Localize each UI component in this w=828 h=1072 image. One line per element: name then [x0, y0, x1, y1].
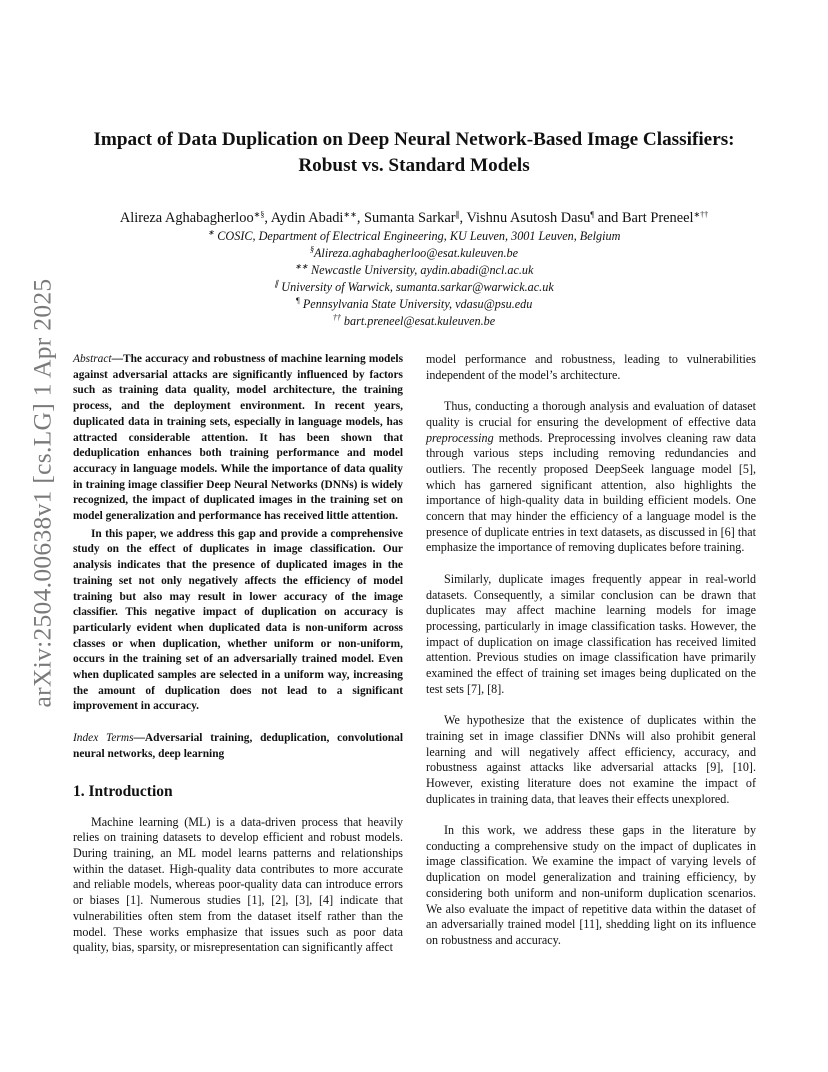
- author-name: , Sumanta Sarkar: [356, 210, 456, 226]
- paper-title: [60, 127, 768, 179]
- author-name: , Aydin Abadi: [264, 210, 344, 226]
- affiliation-mark: ∗: [207, 228, 215, 237]
- author-name: Alireza Aghabagherloo: [119, 210, 254, 226]
- title-line-2: Robust vs. Standard Models: [298, 155, 530, 176]
- paragraph-text: methods. Preprocessing involves cleaning raw data through various steps including removing redundancies and outliers. The recently proposed DeepSeek language model [5], which has garnered significant attention, also highlights the importance of high-quality data in building efficient models. One concern that may hinder the efficiency of a language model is the presence of duplicate entries in text datasets, as discussed in [6] that emphasize the importance of removing duplicates before training.: [426, 430, 756, 555]
- affiliation-line: [60, 279, 768, 296]
- author-list: [60, 208, 768, 228]
- author-name: , Vishnu Asutosh Dasu: [459, 210, 591, 226]
- right-column: [426, 352, 756, 964]
- affiliation-line: [60, 296, 768, 313]
- author-mark: ∥: [455, 210, 460, 219]
- intro-paragraph-1: Machine learning (ML) is a data-driven process that heavily relies on training datasets to develop efficient and robust models. During training, an ML model learns patterns and relationships within the dataset. High-quality data contributes to more accurate and reliable models, whereas poor-quality data can introduce errors or biases [1]. Numerous studies [1], [2], [3], [4] indicate that vulnerabilities often stem from the dataset itself rather than the model. These works emphasize that issues such as poor data quality, bias, sparsity, or misrepresentation can significantly affect: [73, 814, 403, 955]
- index-terms: [73, 731, 403, 762]
- body-paragraph: [426, 399, 756, 556]
- emphasis-text: preprocessing: [426, 430, 494, 445]
- abstract-text: —The accuracy and robustness of machine learning models against adversarial attacks are significantly influenced by factors such as training data quality, model architecture, the training process, and the deployment environment. In recent years, duplicated data in training sets, especially in language models, has attracted considerable attention. It has been shown that deduplication enhances both training performance and model accuracy in language models. While the importance of data quality in training image classifier Deep Neural Networks (DNNs) is widely recognized, the impact of duplicated images in the training set on model generalization and performance has received little attention.: [73, 353, 403, 523]
- affiliation-text: University of Warwick, sumanta.sarkar@warwick.ac.uk: [278, 280, 554, 294]
- abstract-paragraph-1: [73, 352, 403, 525]
- index-terms-text: —Adversarial training, deduplication, convolutional neural networks, deep learning: [73, 732, 403, 760]
- author-mark: ∗∗: [343, 210, 357, 219]
- arxiv-watermark: [18, 258, 66, 728]
- body-paragraph: In this work, we address these gaps in the literature by conducting a comprehensive study on the impact of duplicates in image classification. We examine the impact of varying levels of duplication on model generalization and training efficiency, by considering both uniform and non-uniform duplication scenarios. We also evaluate the impact of repetitive data within the dataset of an adversarially trained model [11], shedding light on its influence on robustness and accuracy.: [426, 823, 756, 947]
- index-terms-label: Index Terms: [73, 732, 134, 745]
- affiliation-line: [60, 228, 768, 245]
- affiliation-text: bart.preneel@esat.kuleuven.be: [340, 314, 496, 328]
- affiliation-line: [60, 245, 768, 262]
- author-mark: ∗††: [693, 210, 709, 219]
- paragraph-text: Thus, conducting a thorough analysis and evaluation of dataset quality is crucial for ensuring the development of effective data: [426, 399, 756, 429]
- affiliation-mark: ††: [332, 313, 341, 322]
- affiliation-text: Pennsylvania State University, vdasu@psu.edu: [299, 297, 533, 311]
- affiliation-mark: ∗∗: [294, 262, 308, 271]
- title-line-1: Impact of Data Duplication on Deep Neural Network-Based Image Classifiers:: [93, 129, 735, 150]
- author-mark: ¶: [590, 210, 594, 219]
- body-paragraph: We hypothesize that the existence of duplicates within the training set in image classifier DNNs will also prohibit general learning and will negatively affect efficiency, accuracy, and robustness against attacks like adversarial attacks [9], [10]. However, existing literature does not examine the impact of duplicates in training data, that leaves their effects unexplored.: [426, 713, 756, 806]
- abstract-label: Abstract: [73, 353, 112, 365]
- affiliation-mark: ¶: [295, 296, 300, 305]
- affiliation-mark: §: [309, 245, 314, 254]
- affiliation-line: [60, 313, 768, 330]
- affiliation-text: Alireza.aghabagherloo@esat.kuleuven.be: [313, 246, 519, 260]
- affiliation-line: [60, 262, 768, 279]
- arxiv-id-text: arXiv:2504.00638v1 [cs.LG] 1 Apr 2025: [27, 278, 56, 708]
- author-block: [60, 208, 768, 330]
- affiliation-text: COSIC, Department of Electrical Engineering, KU Leuven, 3001 Leuven, Belgium: [214, 229, 621, 243]
- body-paragraph: model performance and robustness, leading to vulnerabilities independent of the model’s architecture.: [426, 352, 756, 382]
- body-paragraph: Similarly, duplicate images frequently appear in real-world datasets. Consequently, a similar conclusion can be drawn that duplicates may affect machine learning models for image processing, particularly in image classification tasks. However, the impact of duplication on image classification has received limited attention. Previous studies on image classification have primarily examined the effect of training set images being duplicated on the test sets [7], [8].: [426, 571, 756, 696]
- author-mark: ∗§: [253, 210, 265, 219]
- section-heading-introduction: 1. Introduction: [73, 782, 173, 800]
- left-column: [73, 352, 403, 956]
- abstract-paragraph-2: In this paper, we address this gap and provide a comprehensive study on the effect of duplicates in image classification. Our analysis indicates that the presence of duplicated images in the training set not only negatively affects the efficiency of model training but also may result in lower accuracy of the image classifier. This negative impact of duplication on accuracy is particularly evident when duplicated data is non-uniform across classes or when duplication, whether uniform or non-uniform, occurs in the training set of an adversarially trained model. Even when duplicated samples are selected in a uniform way, increasing the amount of duplication does not lead to a significant improvement in accuracy.: [73, 527, 403, 713]
- affiliation-mark: ∥: [274, 279, 279, 288]
- affiliation-text: Newcastle University, aydin.abadi@ncl.ac.uk: [307, 263, 534, 277]
- author-name: and Bart Preneel: [593, 210, 694, 226]
